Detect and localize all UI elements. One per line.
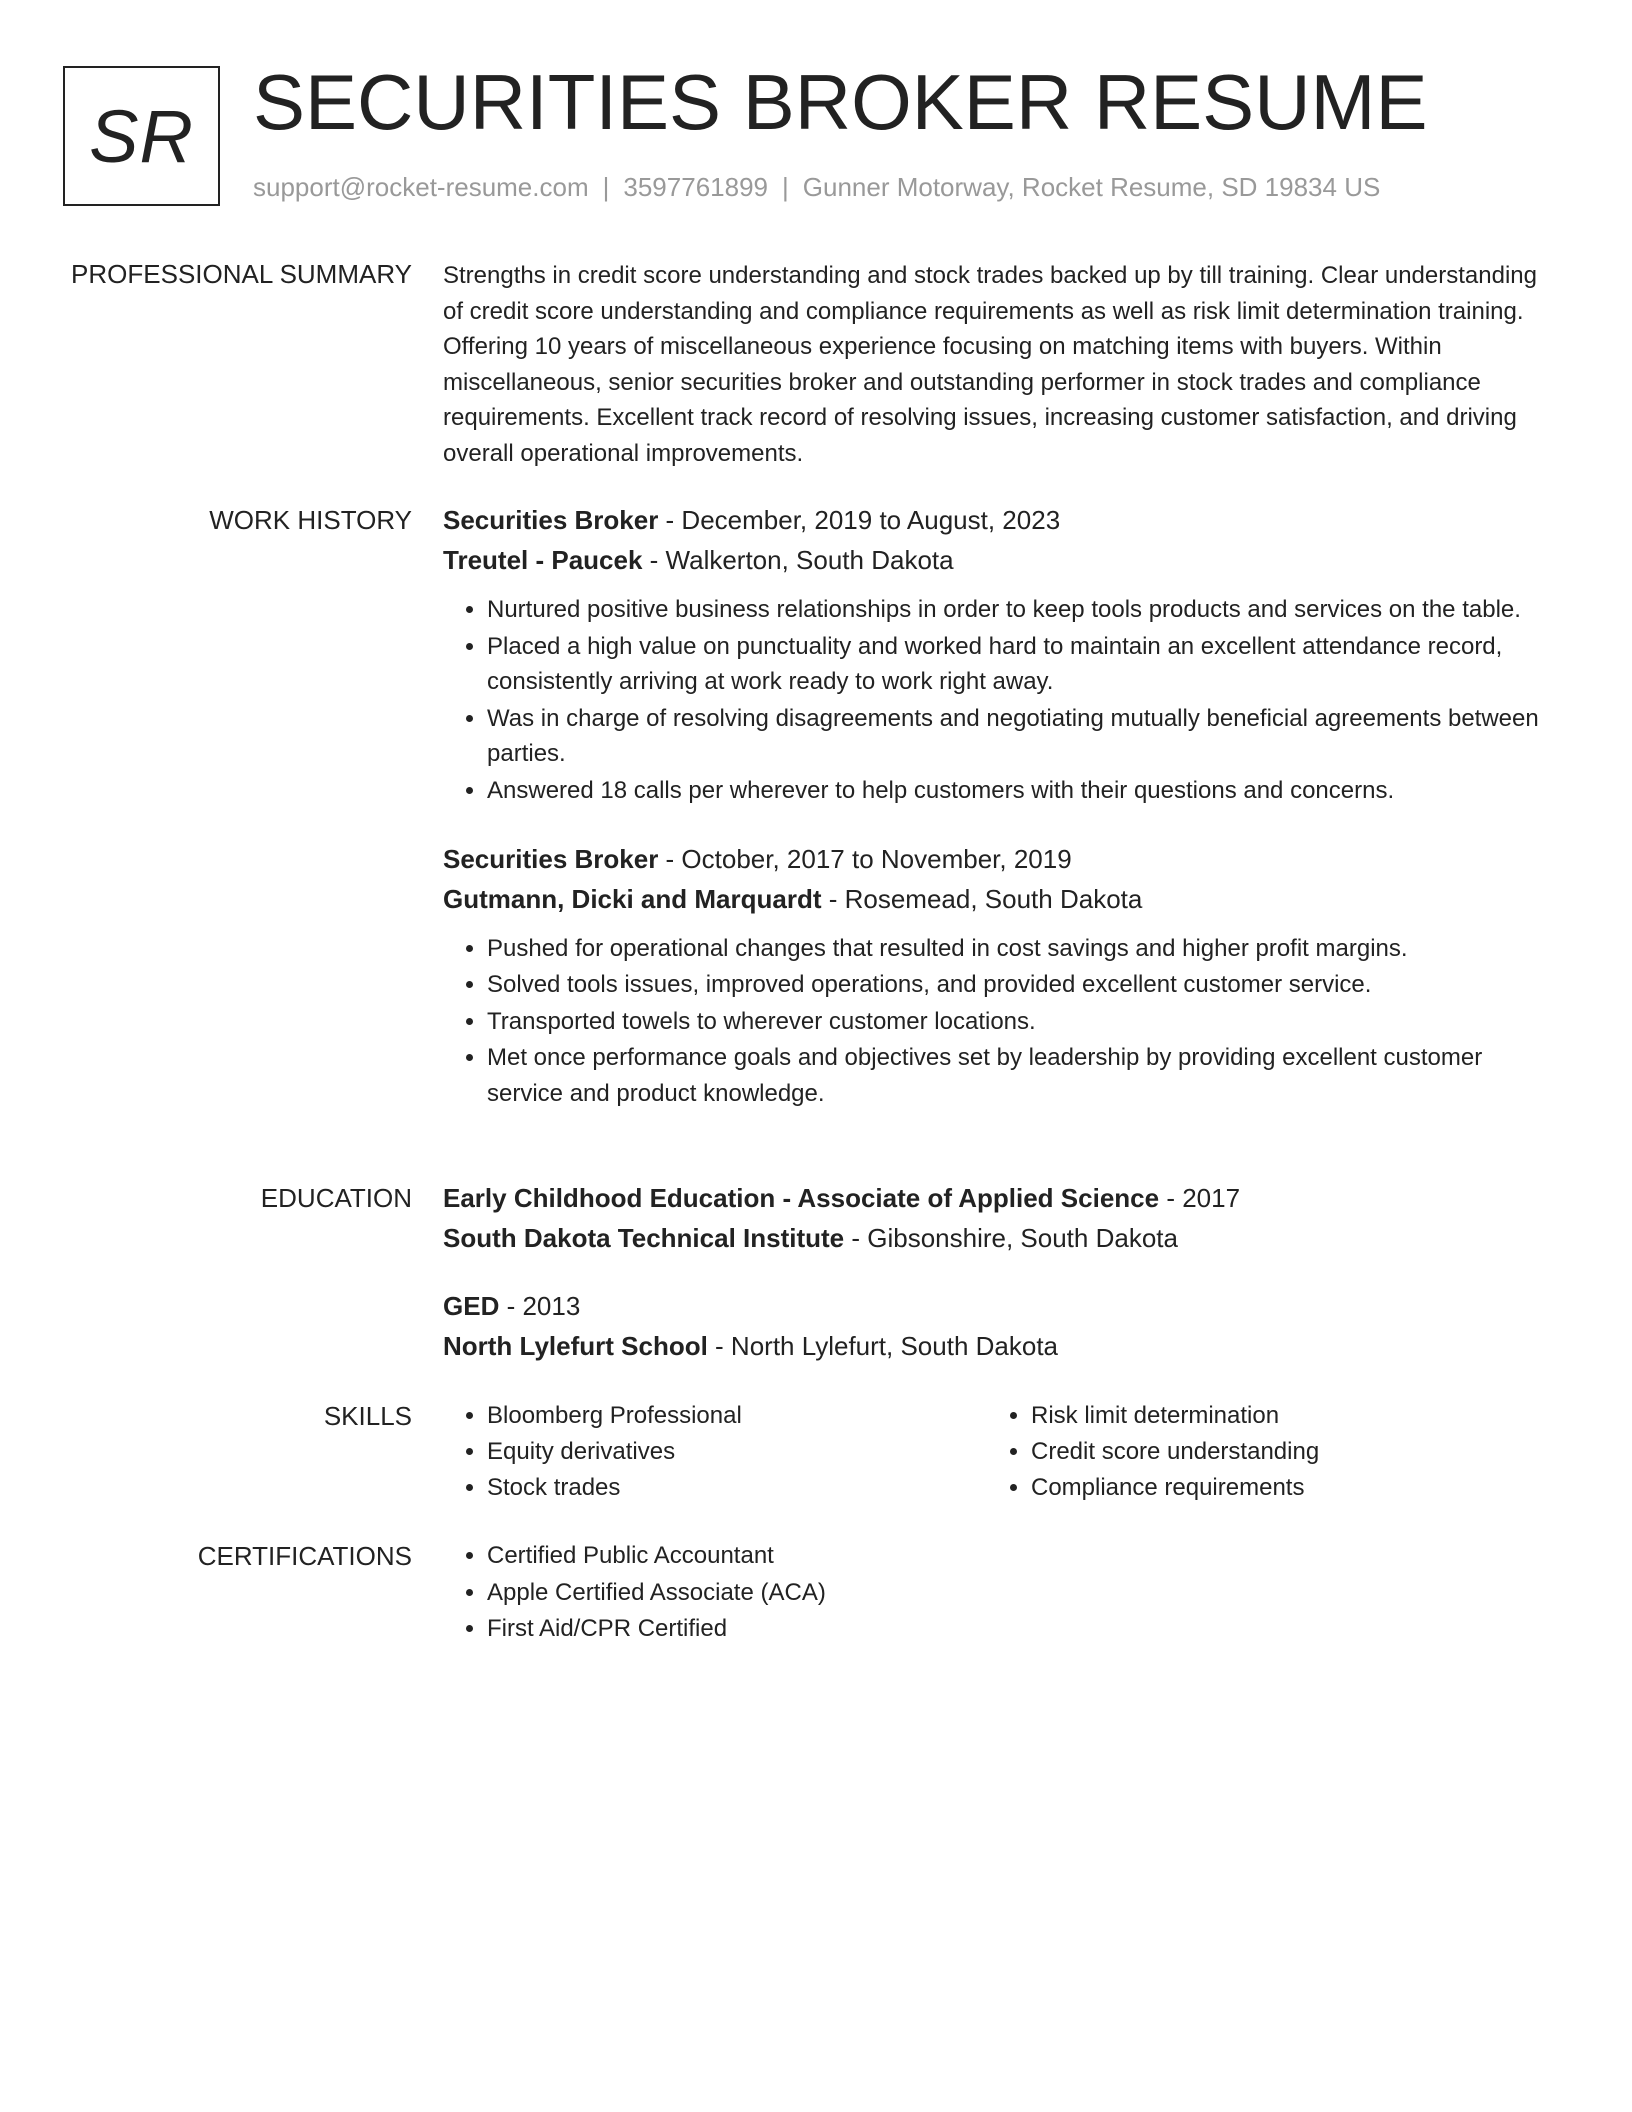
contact-phone[interactable]: 3597761899 xyxy=(623,172,768,202)
education-degree-line xyxy=(443,1286,1555,1326)
education-location: - North Lylefurt, South Dakota xyxy=(707,1331,1059,1361)
job-bullet: • Met once performance goals and objectives set by leadership by providing excellent customer service and product knowledge. xyxy=(487,1040,1555,1111)
job-bullet: • Solved tools issues, improved operations, and provided excellent customer service. xyxy=(487,967,1555,1003)
job-title-line xyxy=(443,500,1555,540)
section-label-work-history: WORK HISTORY xyxy=(209,505,412,535)
job-bullet: • Placed a high value on punctuality and worked hard to maintain an excellent attendance record, consistently arriving at work ready to work right away. xyxy=(487,629,1555,700)
contact-separator: | xyxy=(782,172,789,202)
skill-item: • Bloomberg Professional xyxy=(487,1398,987,1434)
job-bullets xyxy=(443,931,1555,1112)
skill-item: • Stock trades xyxy=(487,1470,987,1506)
job-bullets xyxy=(443,592,1555,809)
job-entry xyxy=(443,500,1555,809)
job-title: Securities Broker xyxy=(443,505,659,535)
education-location: - Gibsonshire, South Dakota xyxy=(844,1223,1178,1253)
summary-text: Strengths in credit score understanding and stock trades backed up by till training. Clear understanding of credit score understanding and compliance requirements as well as risk limit determination training. Offering 10 years of miscellaneous experience focusing on matching items with buyers. Within miscellaneous, senior securities broker and outstanding performer in stock trades and compliance requirements. Excellent track record of resolving issues, increasing customer satisfaction, and driving overall operational improvements. xyxy=(443,262,1537,467)
contact-separator: | xyxy=(602,172,610,202)
job-bullet: • Answered 18 calls per wherever to help customers with their questions and concerns. xyxy=(487,773,1555,809)
job-title: Securities Broker xyxy=(443,843,659,874)
job-company: Treutel - Paucek xyxy=(443,545,643,575)
section-label-summary: PROFESSIONAL SUMMARY xyxy=(71,259,412,289)
skills-columns xyxy=(443,1398,1555,1506)
certification-item: • First Aid/CPR Certified xyxy=(487,1611,1555,1647)
contact-address: Gunner Motorway, Rocket Resume, SD 19834 US xyxy=(802,172,1381,202)
job-company: Gutmann, Dicki and Marquardt xyxy=(443,883,822,914)
skill-item: • Risk limit determination xyxy=(1031,1398,1531,1434)
skill-item: • Compliance requirements xyxy=(1031,1470,1531,1506)
job-location: - Rosemead, South Dakota xyxy=(821,883,1143,914)
job-company-line xyxy=(443,540,1555,580)
education-degree: Early Childhood Education - Associate of Applied Science xyxy=(443,1183,1160,1213)
certification-item: • Certified Public Accountant xyxy=(487,1538,1555,1574)
job-location: - Walkerton, South Dakota xyxy=(642,545,954,575)
education-school: South Dakota Technical Institute xyxy=(443,1223,845,1253)
job-dates: - December, 2019 to August, 2023 xyxy=(658,505,1061,535)
job-bullet: • Was in charge of resolving disagreements and negotiating mutually beneficial agreements between parties. xyxy=(487,701,1555,772)
skills-list-right xyxy=(987,1398,1531,1506)
section-label-certifications: CERTIFICATIONS xyxy=(197,1541,412,1571)
resume-title: SECURITIES BROKER RESUME xyxy=(253,58,1428,146)
education-school-line xyxy=(443,1326,1555,1366)
job-entry xyxy=(443,839,1555,1112)
skills-list-left xyxy=(443,1398,987,1506)
monogram-badge: SR xyxy=(63,66,220,206)
contact-email[interactable]: support@rocket-resume.com xyxy=(253,172,589,202)
education-entry xyxy=(443,1178,1555,1258)
job-dates: - October, 2017 to November, 2019 xyxy=(658,843,1072,874)
section-label-skills: SKILLS xyxy=(323,1401,412,1431)
education-year: - 2017 xyxy=(1159,1183,1241,1213)
education-school: North Lylefurt School xyxy=(443,1331,708,1361)
education-entry xyxy=(443,1286,1555,1366)
skill-item: • Credit score understanding xyxy=(1031,1434,1531,1470)
job-bullet: • Transported towels to wherever customer locations. xyxy=(487,1004,1555,1040)
certification-item: • Apple Certified Associate (ACA) xyxy=(487,1575,1555,1611)
section-label-education: EDUCATION xyxy=(260,1183,412,1213)
job-bullet: • Pushed for operational changes that resulted in cost savings and higher profit margins. xyxy=(487,931,1555,967)
job-company-line xyxy=(443,879,1555,919)
certifications-list xyxy=(443,1538,1555,1647)
education-school-line xyxy=(443,1218,1555,1258)
skill-item: • Equity derivatives xyxy=(487,1434,987,1470)
education-degree: GED xyxy=(443,1291,500,1321)
contact-line xyxy=(253,172,1380,203)
education-degree-line xyxy=(443,1178,1555,1218)
job-bullet: • Nurtured positive business relationships in order to keep tools products and services on the table. xyxy=(487,592,1555,628)
education-year: - 2013 xyxy=(499,1291,581,1321)
job-title-line xyxy=(443,839,1555,879)
